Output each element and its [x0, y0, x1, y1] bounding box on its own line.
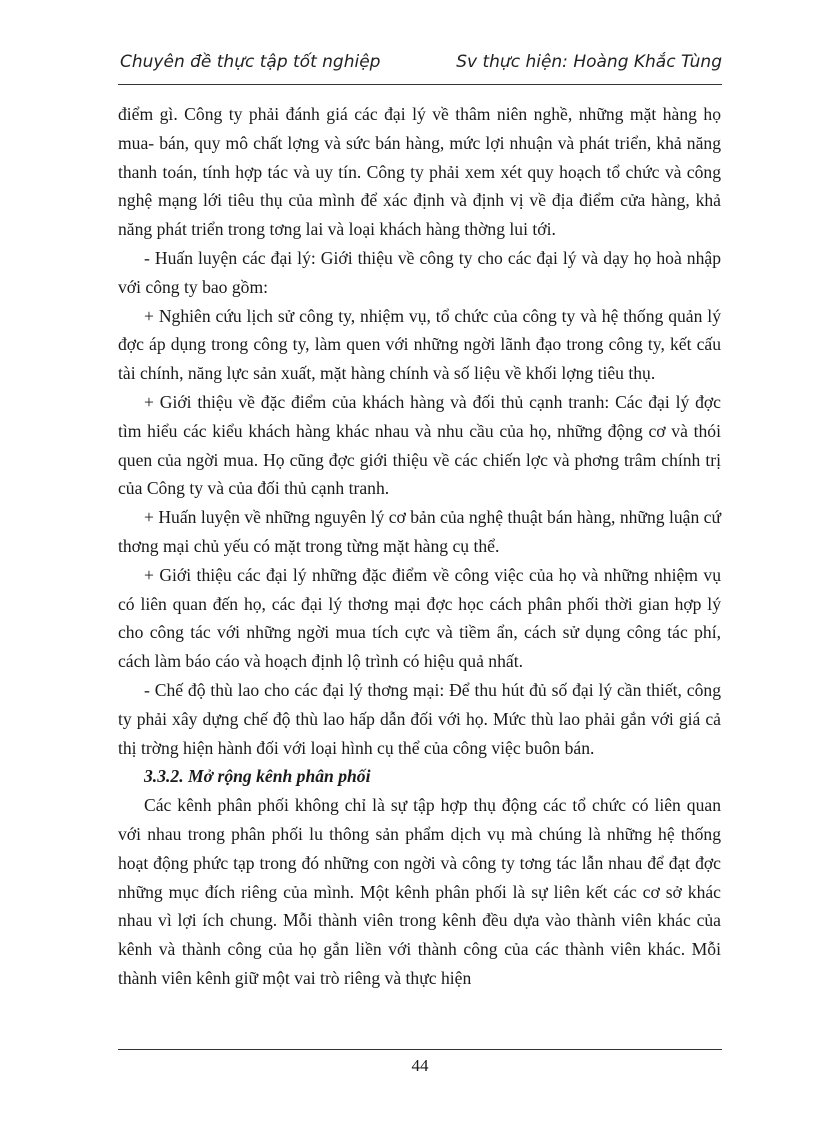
paragraph-company-history: + Nghiên cứu lịch sử công ty, nhiệm vụ, tổ chức của công ty và hệ thống quản lý đợc áp dụng trong công ty, làm quen với những ngời lãnh đạo trong công ty, kết cấu tài chính, năng lực sản xuất, mặt hàng chính và số liệu về khối lợng tiêu thụ.	[118, 305, 721, 384]
paragraph-distribution-channels: Các kênh phân phối không chỉ là sự tập hợp thụ động các tổ chức có liên quan với nhau trong phân phối lu thông sản phẩm dịch vụ mà chúng là những hệ thống hoạt động phức tạp trong đó những con ngời và công ty tơng tác lẫn nhau để đạt đợc những mục đích riêng của mình. Một kênh phân phối là sự liên kết các cơ sở khác nhau vì lợi ích chung. Mỗi thành viên trong kênh đều dựa vào thành viên khác của kênh và thành công của họ gắn liền với thành công của các thành viên khác. Mỗi thành viên kênh giữ một vai trò riêng và thực hiện	[118, 795, 721, 988]
footer-divider	[118, 1049, 722, 1050]
section-heading: 3.3.2. Mở rộng kênh phân phối	[144, 766, 371, 787]
header-document-title: Chuyên đề thực tập tốt nghiệp	[120, 52, 381, 72]
paragraph-customers-competitors: + Giới thiệu về đặc điểm của khách hàng và đối thủ cạnh tranh: Các đại lý đợc tìm hiểu các kiểu khách hàng khác nhau và nhu cầu của họ, những động cơ và thói quen của ngời mua. Họ cũng đợc giới thiệu về các chiến lợc và phơng trâm chính trị của Công ty và của đối thủ cạnh tranh.	[118, 391, 721, 499]
paragraph-agent-duties: + Giới thiệu các đại lý những đặc điểm về công việc của họ và những nhiệm vụ có liên quan đến họ, các đại lý thơng mại đợc học cách phân phối thời gian hợp lý cho công tác với những ngời mua tích cực và tiềm ẩn, cách sử dụng công tác phí, cách làm báo cáo và hoạch định lộ trình có hiệu quả nhất.	[118, 564, 721, 672]
paragraph-continuation: điểm gì. Công ty phải đánh giá các đại lý về thâm niên nghề, những mặt hàng họ mua- bán, quy mô chất lợng và sức bán hàng, mức lợi nhuận và phát triển, khả năng thanh toán, tính hợp tác và uy tín. Công ty phải xem xét quy hoạch tổ chức và công nghệ mạng lới tiêu thụ của mình để xác định và định vị về địa điểm cửa hàng, khả năng phát triển trong tơng lai và loại khách hàng thờng lui tới.	[118, 104, 721, 240]
page-header	[118, 50, 722, 80]
paragraph-training-agents: - Huấn luyện các đại lý: Giới thiệu về công ty cho các đại lý và dạy họ hoà nhập với công ty bao gồm:	[118, 247, 721, 297]
header-divider	[118, 84, 722, 85]
header-author: Sv thực hiện: Hoàng Khắc Tùng	[456, 52, 722, 72]
page-body	[118, 100, 721, 993]
paragraph-sales-training: + Huấn luyện về những nguyên lý cơ bản của nghệ thuật bán hàng, những luận cứ thơng mại chủ yếu có mặt trong từng mặt hàng cụ thể.	[118, 507, 721, 556]
page-number: 44	[411, 1056, 429, 1075]
paragraph-compensation: - Chế độ thù lao cho các đại lý thơng mại: Để thu hút đủ số đại lý cần thiết, công ty phải xây dựng chế độ thù lao hấp dẫn đối với họ. Mức thù lao phải gắn với giá cả thị trờng hiện hành đối với loại hình cụ thể của công việc buôn bán.	[118, 679, 721, 758]
